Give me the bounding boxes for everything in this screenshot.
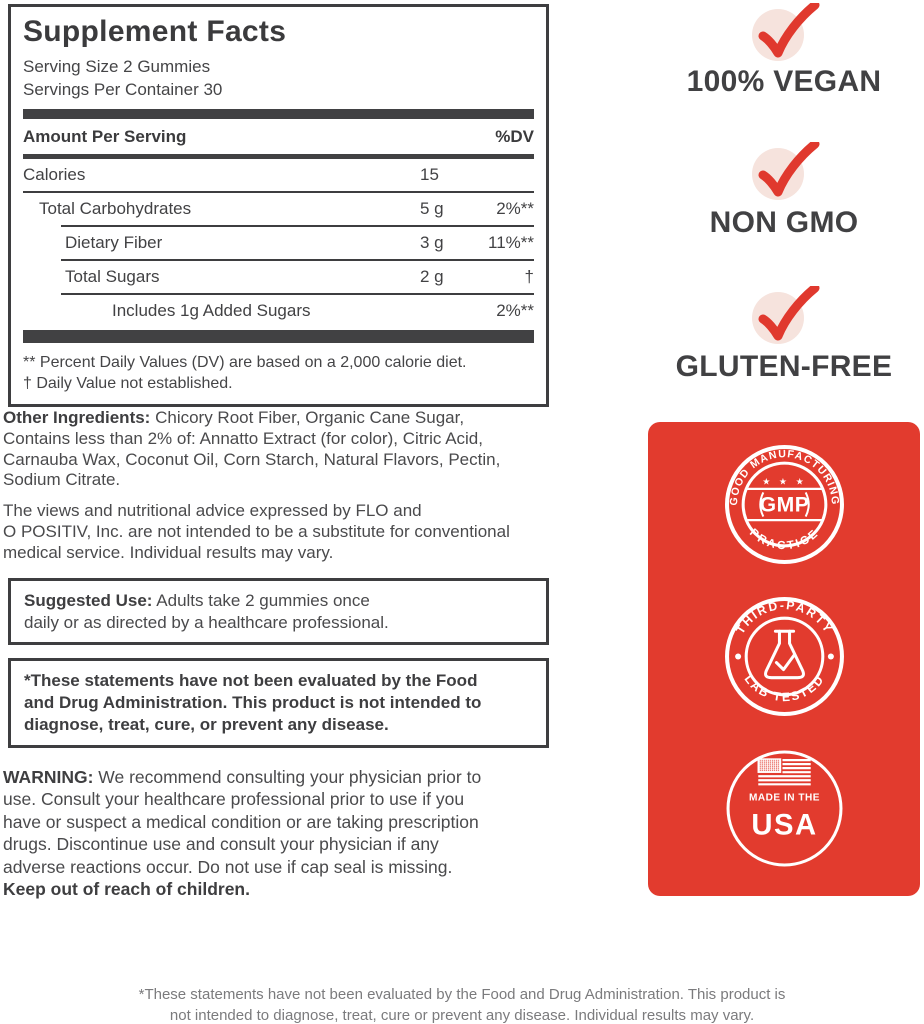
made-in-usa-seal-icon	[724, 748, 845, 869]
nutrient-dv: 2%**	[496, 301, 534, 320]
table-header	[23, 119, 534, 154]
serving-size: Serving Size 2 Gummies	[23, 57, 211, 76]
suggested-use-text: Adults take 2 gummies once	[152, 591, 370, 610]
warning-line: use. Consult your healthcare professional prior to use if you	[3, 789, 465, 810]
disclaimer-line: The views and nutritional advice expressed by FLO and	[3, 501, 422, 520]
other-ingredients-label: Other Ingredients:	[3, 408, 151, 427]
warning-text: We recommend consulting your physician prior to	[93, 767, 482, 787]
advice-disclaimer-paragraph	[3, 501, 563, 563]
nutrient-dv: †	[524, 267, 534, 286]
nutrient-name: Includes 1g Added Sugars	[112, 301, 311, 320]
nutrition-rows	[23, 159, 534, 327]
panel-title: Supplement Facts	[23, 15, 287, 48]
seals-panel	[648, 422, 920, 896]
table-row	[23, 227, 534, 259]
suggested-use-line	[24, 590, 533, 612]
footnote-dagger: † Daily Value not established.	[23, 375, 233, 392]
warning-line: drugs. Discontinue use and consult your physician if any	[3, 834, 439, 855]
warning-line	[3, 766, 563, 788]
footnote-dv: ** Percent Daily Values (DV) are based on a 2,000 calorie diet.	[23, 354, 467, 371]
lab-top-text: THIRD-PARTY	[732, 598, 836, 637]
servings-per-container: Servings Per Container 30	[23, 80, 223, 99]
other-ingredients-paragraph	[3, 408, 563, 491]
suggested-use-box	[8, 578, 549, 645]
nutrient-name: Total Sugars	[65, 267, 160, 286]
divider-bar-top	[23, 109, 534, 119]
table-row	[23, 193, 534, 225]
disclaimer-line: medical service. Individual results may vary.	[3, 542, 334, 562]
checkmark-icon	[748, 3, 820, 63]
lab-bottom-text: LAB TESTED	[741, 672, 827, 705]
gmp-bottom-text: PRACTICE	[746, 526, 822, 553]
supplement-facts-panel	[8, 4, 549, 407]
suggested-use-label: Suggested Use:	[24, 591, 153, 610]
nutrient-amount: 5 g	[420, 199, 444, 218]
warning-label: WARNING:	[3, 767, 94, 787]
gmp-top-text: GOOD MANUFACTURING	[727, 448, 841, 506]
claim-gluten-free: GLUTEN-FREE	[675, 350, 893, 383]
other-ingredients-line: Carnauba Wax, Coconut Oil, Corn Starch, Natural Flavors, Pectin,	[3, 449, 501, 469]
other-ingredients-line: Contains less than 2% of: Annatto Extract (for color), Citric Acid,	[3, 428, 483, 448]
disclaimer-line: O POSITIV, Inc. are not intended to be a substitute for conventional	[3, 521, 510, 541]
nutrient-amount: 15	[420, 165, 439, 184]
nutrient-name: Total Carbohydrates	[39, 199, 192, 218]
nutrient-amount: 2 g	[420, 267, 444, 286]
table-row	[23, 261, 534, 293]
fda-statement-line: *These statements have not been evaluated by the Food	[24, 671, 478, 690]
gmp-seal-icon	[724, 444, 845, 565]
warning-keep-out-line: Keep out of reach of children.	[3, 879, 250, 900]
nutrient-amount: 3 g	[420, 233, 444, 252]
gmp-stars: ★ ★ ★	[761, 476, 807, 487]
other-ingredients-line	[3, 408, 563, 429]
usa-big-text: USA	[750, 809, 818, 842]
usa-small-text: MADE IN THE	[748, 792, 820, 804]
fda-statement-line: and Drug Administration. This product is not intended to	[24, 693, 482, 712]
checkmark-icon	[748, 142, 820, 202]
claim-vegan: 100% VEGAN	[686, 65, 882, 98]
other-ingredients-text: Chicory Root Fiber, Organic Cane Sugar,	[150, 408, 465, 427]
amount-per-serving-header: Amount Per Serving	[23, 127, 187, 146]
fda-statement-line: diagnose, treat, cure, or prevent any disease.	[24, 715, 389, 734]
claims-column	[648, 0, 920, 896]
nutrient-name: Calories	[23, 165, 86, 184]
table-row	[23, 295, 534, 327]
warning-paragraph	[3, 766, 563, 900]
nutrient-name: Dietary Fiber	[65, 233, 163, 252]
dv-header: %DV	[495, 127, 534, 146]
svg-text:PRACTICE	[747, 527, 822, 552]
us-flag-icon	[758, 759, 810, 784]
divider-bar-bottom	[23, 330, 534, 343]
gmp-code: GMP	[759, 493, 809, 517]
bottom-disclaimer	[0, 984, 924, 1024]
warning-line: adverse reactions occur. Do not use if cap seal is missing.	[3, 856, 453, 877]
nutrient-dv: 2%**	[496, 199, 534, 218]
other-ingredients-line: Sodium Citrate.	[3, 470, 121, 490]
claim-non-gmo: NON GMO	[709, 206, 859, 239]
table-row	[23, 159, 534, 191]
warning-line: have or suspect a medical condition or are taking prescription	[3, 811, 479, 832]
suggested-use-line: daily or as directed by a healthcare professional.	[24, 612, 389, 632]
fda-statement-box	[8, 658, 549, 748]
flask-icon	[765, 631, 803, 677]
bottom-disclaimer-line: *These statements have not been evaluated by the Food and Drug Administration. This product is	[138, 986, 786, 1003]
bottom-disclaimer-line: not intended to diagnose, treat, cure or prevent any disease. Individual results may vary.	[169, 1007, 755, 1024]
lab-tested-seal-icon	[724, 596, 845, 717]
nutrient-dv: 11%**	[488, 233, 534, 252]
checkmark-icon	[748, 286, 820, 346]
footnotes	[23, 352, 534, 394]
